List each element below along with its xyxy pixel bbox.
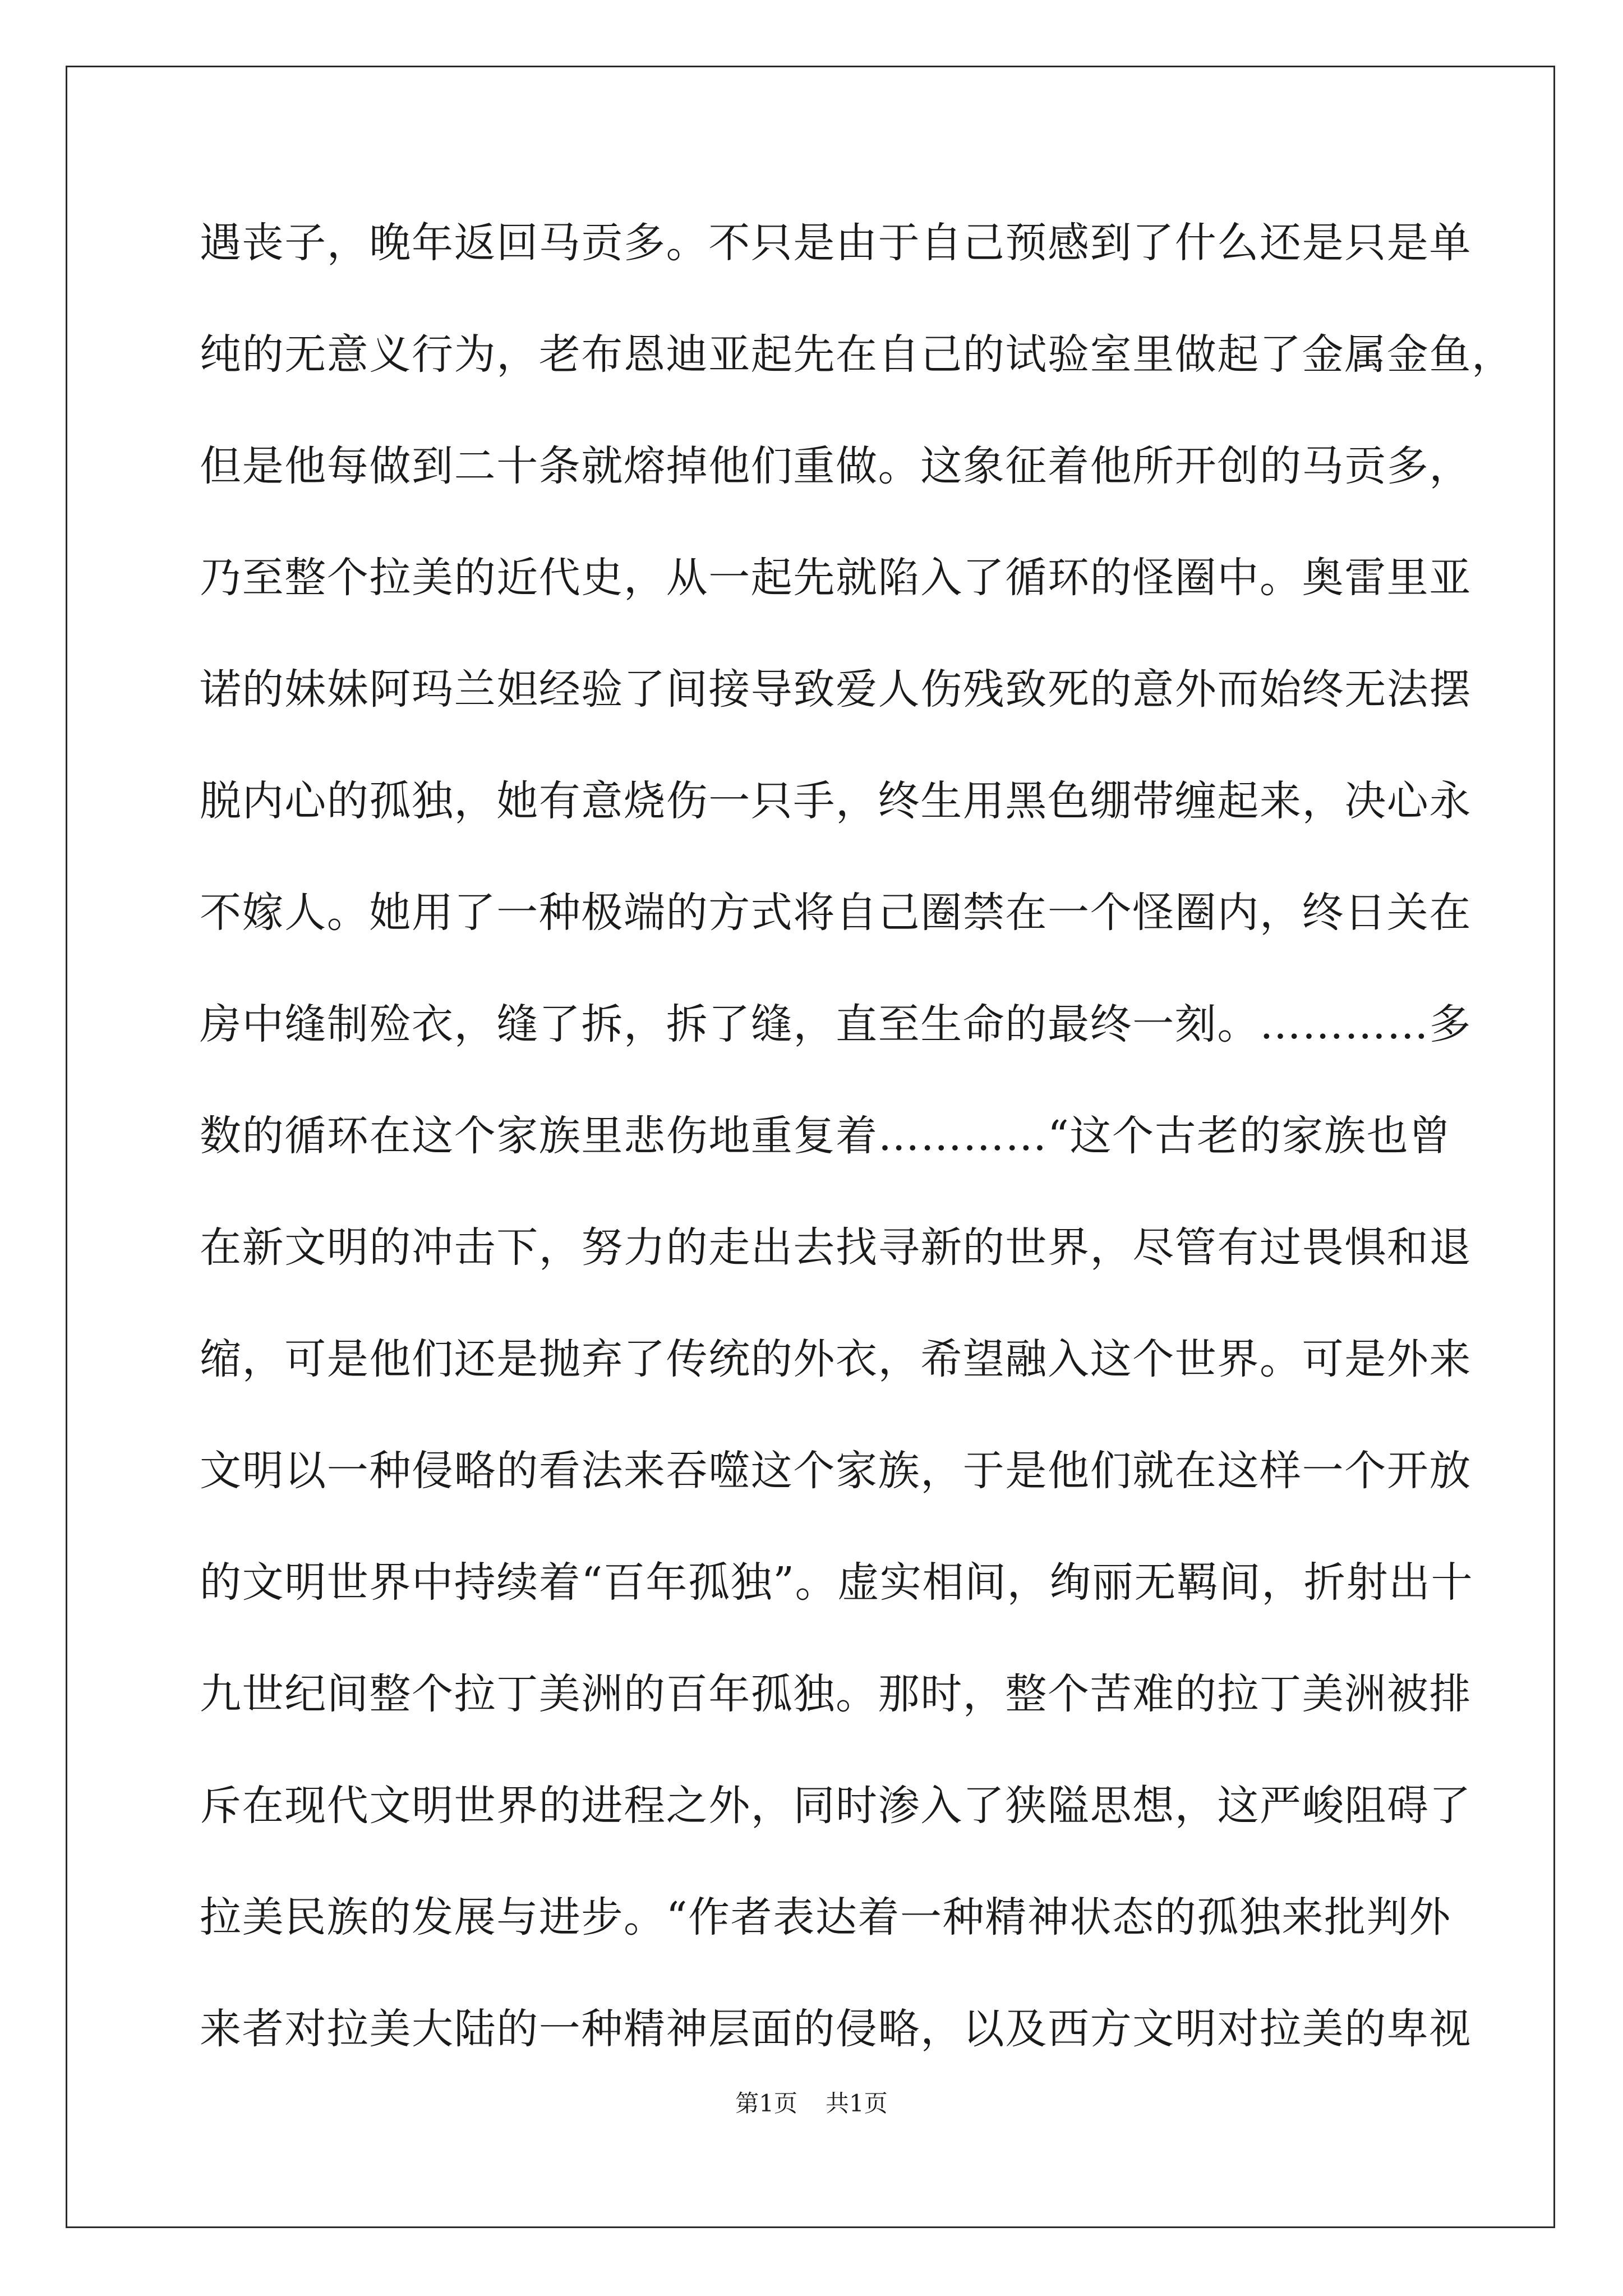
text-line: 脱内心的孤独，她有意烧伤一只手，终生用黑色绷带缠起来，决心永 <box>200 777 1472 825</box>
text-line: 拉美民族的发展与进步。“作者表达着一种精神状态的孤独来批判外 <box>200 1893 1451 1941</box>
page-footer <box>0 2087 1623 2120</box>
text-line: 缩，可是他们还是抛弃了传统的外衣，希望融入这个世界。可是外来 <box>200 1335 1472 1383</box>
page-number: 第1页 <box>735 2090 797 2117</box>
text-line: 乃至整个拉美的近代史，从一起先就陷入了循环的怪圈中。奥雷里亚 <box>200 554 1472 602</box>
text-line: 来者对拉美大陆的一种精神层面的侵略，以及西方文明对拉美的卑视 <box>200 2005 1472 2053</box>
text-line: 纯的无意义行为，老布恩迪亚起先在自己的试验室里做起了金属金鱼， <box>200 330 1514 379</box>
text-line: 遇丧子，晚年返回马贡多。不只是由于自己预感到了什么还是只是单 <box>200 219 1472 267</box>
text-line: 斥在现代文明世界的进程之外，同时渗入了狭隘思想，这严峻阻碍了 <box>200 1782 1472 1830</box>
text-line: 在新文明的冲击下，努力的走出去找寻新的世界，尽管有过畏惧和退 <box>200 1223 1472 1272</box>
text-line: 文明以一种侵略的看法来吞噬这个家族，于是他们就在这样一个开放 <box>200 1447 1472 1495</box>
text-line: 但是他每做到二十条就熔掉他们重做。这象征着他所开创的马贡多， <box>200 442 1472 490</box>
text-line: 房中缝制殓衣，缝了拆，拆了缝，直至生命的最终一刻。…………多 <box>200 1000 1472 1048</box>
text-line: 不嫁人。她用了一种极端的方式将自己圈禁在一个怪圈内，终日关在 <box>200 889 1472 937</box>
page-total: 共1页 <box>826 2090 888 2117</box>
text-line: 诺的妹妹阿玛兰妲经验了间接导致爱人伤残致死的意外而始终无法摆 <box>200 665 1472 714</box>
text-line: 九世纪间整个拉丁美洲的百年孤独。那时，整个苦难的拉丁美洲被排 <box>200 1670 1472 1718</box>
text-line: 的文明世界中持续着“百年孤独”。虚实相间，绚丽无羁间，折射出十 <box>200 1558 1474 1607</box>
text-line: 数的循环在这个家族里悲伤地重复着…………“这个古老的家族也曾 <box>200 1112 1451 1160</box>
